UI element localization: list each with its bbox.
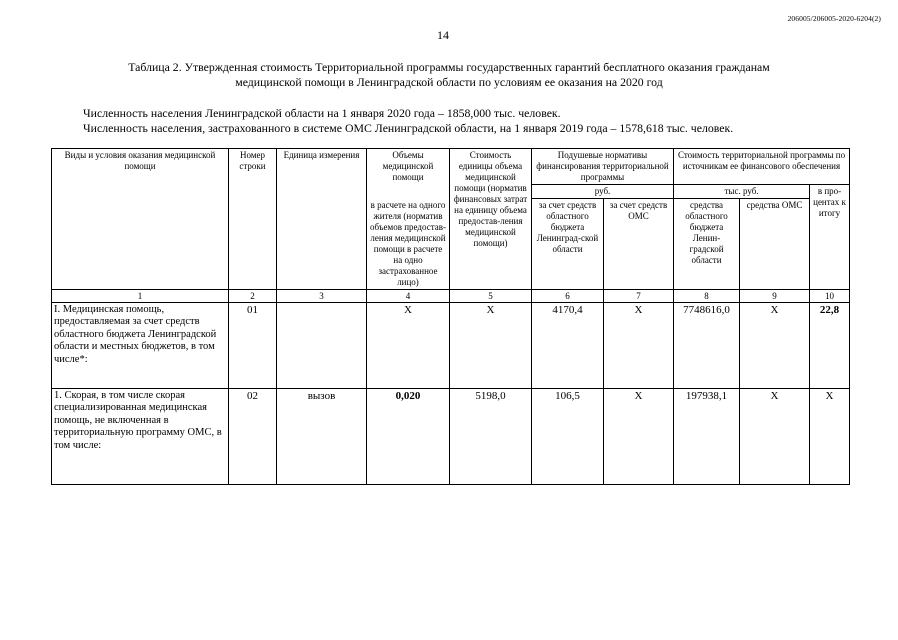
- row-number: 02: [229, 388, 277, 484]
- column-number: 5: [450, 289, 532, 302]
- column-number: 8: [674, 289, 740, 302]
- header-tc-region: средства областного бюджета Ленин-градской области: [674, 199, 740, 290]
- document-id: 206005/206005-2020-6204(2): [787, 14, 881, 23]
- header-pc-oms: за счет средств ОМС: [604, 199, 674, 290]
- header-tc-percent: в про-центах к итогу: [810, 185, 850, 290]
- header-cost: Стоимость единицы объема медицинской помощи (норматив финансовых затрат на единицу объема предостав-ления медицинской помощи): [450, 149, 532, 290]
- row-tc-percent: 22,8: [810, 302, 850, 388]
- column-number: 10: [810, 289, 850, 302]
- row-tc-percent: X: [810, 388, 850, 484]
- column-number: 1: [52, 289, 229, 302]
- page-number: 14: [437, 28, 449, 42]
- header-rub: руб.: [532, 185, 674, 199]
- row-pc-oms: X: [604, 302, 674, 388]
- header-tc-oms: средства ОМС: [740, 199, 810, 290]
- row-pc-region: 4170,4: [532, 302, 604, 388]
- column-number: 7: [604, 289, 674, 302]
- row-pc-region: 106,5: [532, 388, 604, 484]
- row-tc-oms: X: [740, 302, 810, 388]
- row-pc-oms: X: [604, 388, 674, 484]
- row-volume: X: [367, 302, 450, 388]
- header-pc-region: за счет средств областного бюджета Ленинград-ской области: [532, 199, 604, 290]
- row-number: 01: [229, 302, 277, 388]
- header-types: Виды и условия оказания медицинской помощи: [52, 149, 229, 290]
- population-total: Численность населения Ленинградской области на 1 января 2020 года – 1858,000 тыс. человек.: [83, 106, 561, 120]
- table-row: [52, 302, 850, 388]
- row-tc-oms: X: [740, 388, 810, 484]
- table-row: [52, 388, 850, 484]
- population-insured: Численность населения, застрахованного в системе ОМС Ленинградской области, на 1 января 2019 года – 1578,618 тыс. человек.: [83, 121, 734, 135]
- column-number: 9: [740, 289, 810, 302]
- row-tc-region: 197938,1: [674, 388, 740, 484]
- column-number: 6: [532, 289, 604, 302]
- row-volume: 0,020: [367, 388, 450, 484]
- row-unit: [277, 302, 367, 388]
- cost-table: [51, 148, 850, 485]
- header-row-number: Номер строки: [229, 149, 277, 290]
- header-total-cost: Стоимость территориальной программы по источникам ее финансового обеспечения: [674, 149, 850, 185]
- header-thousand-rub: тыс. руб.: [674, 185, 810, 199]
- column-number: 3: [277, 289, 367, 302]
- header-row-1: [52, 149, 850, 185]
- row-unit: вызов: [277, 388, 367, 484]
- header-volumes-top: Объемы медицинской помощи: [367, 149, 450, 199]
- row-name: I. Медицинская помощь, предоставляемая за счет средств областного бюджета Ленинградской области и местных бюджетов, в том числе*:: [52, 302, 229, 388]
- row-cost: X: [450, 302, 532, 388]
- column-number: 4: [367, 289, 450, 302]
- table-title-line-2: медицинской помощи в Ленинградской области по условиям ее оказания на 2020 год: [235, 75, 663, 89]
- row-name: 1. Скорая, в том числе скорая специализированная медицинская помощь, не включенная в территориальную программу ОМС, в том числе:: [52, 388, 229, 484]
- row-tc-region: 7748616,0: [674, 302, 740, 388]
- header-unit: Единица измерения: [277, 149, 367, 290]
- row-cost: 5198,0: [450, 388, 532, 484]
- column-number-row: [52, 289, 850, 302]
- header-volumes-bottom: в расчете на одного жителя (норматив объемов предостав-ления медицинской помощи в расчете на одно застрахованное лицо): [367, 199, 450, 290]
- table-title: [58, 60, 840, 90]
- column-number: 2: [229, 289, 277, 302]
- table-title-line-1: Таблица 2. Утвержденная стоимость Территориальной программы государственных гарантий бесплатного оказания гражданам: [128, 60, 770, 74]
- header-per-capita: Подушевые нормативы финансирования территориальной программы: [532, 149, 674, 185]
